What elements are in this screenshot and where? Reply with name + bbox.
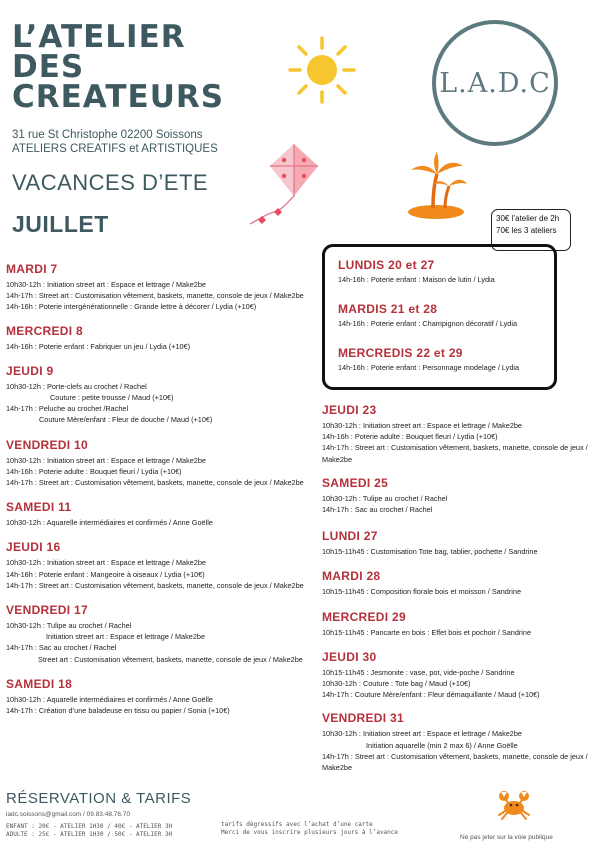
activity-line: 14h-17h : Sac au crochet / Rachel [322,505,433,515]
activity-line: 10h30-12h : Tulipe au crochet / Rachel [6,621,132,631]
title-line-2: DES [12,49,85,85]
day-heading: SAMEDI 11 [6,500,72,515]
contact-info: ladc.soissons@gmail.com / 09.83.48.76.70 [6,811,131,818]
crab-icon [496,788,532,822]
day-heading: JEUDI 30 [322,649,377,664]
adult-prices: ADULTE : 25€ - ATELIER 1H30 / 50€ - ATELIER 3H [6,831,173,838]
day-block [6,603,306,665]
litter-note: Ne pas jeter sur la voie publique [460,834,553,841]
day-heading: MERCREDI 29 [322,609,406,624]
address: 31 rue St Christophe 02200 Soissons [12,129,203,141]
price-three-workshops: 70€ les 3 ateliers [496,226,557,235]
day-block [322,476,594,515]
day-heading: JEUDI 9 [6,363,54,378]
discount-note: tarifs dégressifs avec l’achat d’une carte [221,821,373,828]
activity-line: 14h-17h : Street art : Customisation vêtement, baskets, manette, console de jeux / Make2be [322,443,588,464]
sun-icon [286,34,358,106]
activity-line: 10h15-11h45 : Jesmonite : vase, pot, vide-poche / Sandrine [322,667,515,677]
day-block [322,650,594,701]
recurring-workshops [338,258,553,374]
day-heading: MARDI 28 [322,569,381,584]
day-block [6,500,306,528]
activity-line: 10h30-12h : Porte-clefs au crochet / Rachel [6,381,147,391]
day-heading: LUNDIS 20 et 27 [338,258,435,272]
kite-icon [244,140,324,230]
activity-line: 14h-17h : Couture Mère/enfant : Fleur démaquillante / Maud (+10€) [322,690,540,700]
activity-line: 10h30-12h : Tulipe au crochet / Rachel [322,493,448,503]
day-block [6,324,306,352]
activity-line: 10h30-12h : Initiation street art : Espace et lettrage / Make2be [322,421,522,430]
activity-line: Initiation street art : Espace et lettrage / Make2be [46,632,205,642]
activity-line: 14h-16h : Poterie enfant : Fabriquer un jeu / Lydia (+10€) [6,341,191,351]
activity-line: Couture Mère/enfant : Fleur de douche / Maud (+10€) [39,415,213,425]
day-heading: MERCREDIS 22 et 29 [338,346,463,361]
day-heading: VENDREDI 10 [6,437,88,452]
activity-line: 14h-16h : Poterie enfant : Maison de lutin / Lydia [338,275,495,284]
activity-line: 10h30-12h : Initiation street art : Espace et lettrage / Make2be [6,455,206,465]
day-block [322,529,594,557]
day-block [6,540,306,591]
activity-line: 14h-16h : Poterie enfant : Champignon décoratif / Lydia [338,319,518,329]
activity-line: 10h30-12h : Couture : Tote bag / Maud (+10€) [322,679,471,689]
activity-line: 10h15-11h45 : Pancarte en bois : Effet bois et pochoir / Sandrine [322,627,532,637]
activity-line: 10h30-12h : Aquarelle intermédiaires et confirmés / Anne Goëlle [6,518,213,528]
day-block [322,569,594,597]
activity-line: 14h-17h : Peluche au crochet /Rachel [6,404,129,414]
day-block [322,711,594,773]
activity-line: 14h-16h : Poterie adulte : Bouquet fleuri / Lydia (+10€) [322,432,498,442]
activity-line: 10h30-12h : Initiation street art : Espace et lettrage / Make2be [322,729,522,739]
activity-line: 10h15-11h45 : Composition florale bois et moisson / Sandrine [322,587,522,597]
subtitle: ATELIERS CREATIFS et ARTISTIQUES [12,143,218,155]
activity-line: 14h-16h : Poterie enfant : Personnage modelage / Lydia [338,363,520,373]
activity-line: 10h30-12h : Initiation street art : Espace et lettrage / Make2be [6,280,206,289]
activity-line: Street art : Customisation vêtement, baskets, manette, console de jeux / Make2be [38,654,303,664]
day-block [338,258,553,285]
title-line-1: L’ATELIER [12,19,186,55]
registration-note: Merci de vous inscrire plusieurs jours à l’avance [221,829,399,836]
activity-line: 10h30-12h : Initiation street art : Espace et lettrage / Make2be [6,558,206,568]
activity-line: Couture : petite trousse / Maud (+10€) [50,393,174,403]
day-block [338,302,553,329]
day-heading: VENDREDI 17 [6,603,88,618]
child-prices: ENFANT : 20€ - ATELIER 1H30 / 40€ - ATELIER 3H [6,823,173,830]
ladc-logo: L.A.D.C [432,20,558,146]
left-schedule [6,262,306,716]
day-block [6,677,306,716]
day-block [6,262,306,313]
activity-line: 14h-17h : Création d’une baladeuse en tissu ou papier / Sonia (+10€) [6,706,230,716]
day-block [6,438,306,489]
day-heading: MERCREDI 8 [6,323,84,338]
price-per-workshop: 30€ l’atelier de 2h [496,214,560,223]
activity-line: 14h-17h : Street art : Customisation vêtement, baskets, manette, console de jeux / Make2be [6,580,304,590]
activity-line: 14h-17h : Street art : Customisation vêtement, baskets, manette, console de jeux / Make2be [6,291,304,301]
reservation-title: RÉSERVATION & TARIFS [6,790,192,807]
day-heading: SAMEDI 25 [322,475,389,490]
day-heading: SAMEDI 18 [6,676,73,691]
right-schedule [322,403,594,773]
activity-line: 14h-16h : Poterie intergénérationnelle : Grande lettre à décorer / Lydia (+10€) [6,302,257,312]
day-heading: LUNDI 27 [322,529,378,544]
activity-line: 14h-17h : Street art : Customisation vêtement, baskets, manette, console de jeux / Make2be [322,751,588,773]
month-title: JUILLET [12,211,109,237]
day-heading: JEUDI 23 [322,403,377,417]
day-block [322,403,594,465]
address-block [12,128,218,156]
day-heading: JEUDI 16 [6,540,61,555]
activity-line: 14h-16h : Poterie enfant : Mangeoire à oiseaux / Lydia (+10€) [6,569,205,579]
activity-line: 10h30-12h : Aquarelle intermédiaires et confirmés / Anne Goëlle [6,694,213,704]
activity-line: 14h-17h : Street art : Customisation vêtement, baskets, manette, console de jeux / Make2be [6,478,304,488]
title-line-3: CREATEURS [12,79,225,115]
day-heading: VENDREDI 31 [322,711,404,726]
day-heading: MARDIS 21 et 28 [338,302,438,317]
activity-line: 14h-16h : Poterie adulte : Bouquet fleuri / Lydia (+10€) [6,466,182,476]
day-block [322,610,594,638]
activity-line: Initiation aquarelle (min 2 max 6) / Anne Goëlle [366,740,518,750]
poster-title [12,19,225,115]
day-block [6,364,306,426]
season-title: VACANCES D’ETE [12,170,209,195]
activity-line: 14h-17h : Sac au crochet / Rachel [6,643,117,653]
day-block [338,346,553,373]
activity-line: 10h15-11h45 : Customisation Tote bag, tablier, pochette / Sandrine [322,547,538,557]
day-heading: MARDI 7 [6,262,58,276]
palm-island-icon [403,150,469,220]
